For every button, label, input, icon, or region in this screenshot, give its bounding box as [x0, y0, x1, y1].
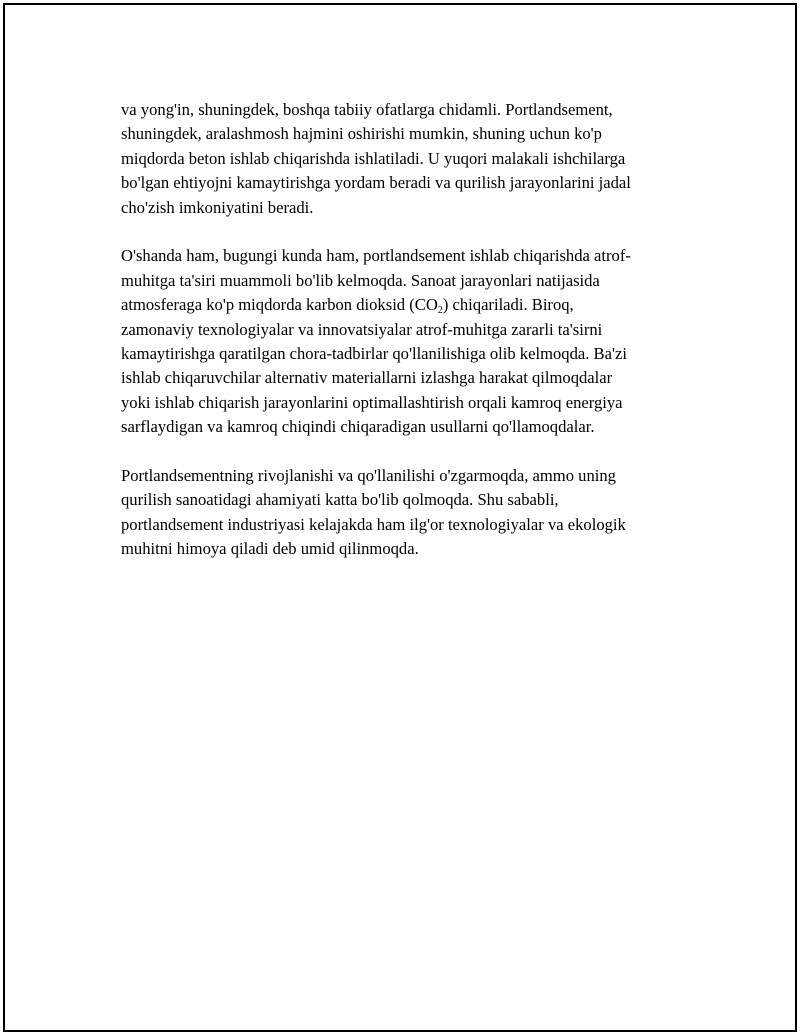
text-line: sarflaydigan va kamroq chiqindi chiqaradigan usullarni qo'llamoqdalar.: [121, 417, 595, 437]
text-line: bo'lgan ehtiyojni kamaytirishga yordam beradi va qurilish jarayonlarini jadal: [121, 173, 631, 193]
text-line-co2: [121, 293, 691, 317]
text-line: muhitni himoya qiladi deb umid qilinmoqda.: [121, 539, 419, 559]
text-line: va yong'in, shuningdek, boshqa tabiiy ofatlarga chidamli. Portlandsement,: [121, 100, 613, 119]
co2-line-after: ) chiqariladi. Biroq,: [442, 295, 574, 315]
paragraph-1: [121, 98, 691, 220]
text-line: portlandsement industriyasi kelajakda ham ilg'or texnologiyalar va ekologik: [121, 514, 626, 534]
text-line: Portlandsementning rivojlanishi va qo'llanilishi o'zgarmoqda, ammo uning: [121, 466, 616, 486]
page-frame: [3, 3, 797, 1032]
text-line: shuningdek, aralashmosh hajmini oshirishi mumkin, shuning uchun ko'p: [121, 124, 602, 144]
text-line: kamaytirishga qaratilgan chora-tadbirlar qo'llanilishiga olib kelmoqda. Ba'zi: [121, 344, 627, 364]
text-line: qurilish sanoatidagi ahamiyati katta bo'lib qolmoqda. Shu sababli,: [121, 490, 559, 510]
text-line: ishlab chiqaruvchilar alternativ materiallarni izlashga harakat qilmoqdalar: [121, 368, 613, 388]
text-line: yoki ishlab chiqarish jarayonlarini optimallashtirish orqali kamroq energiya: [121, 392, 623, 412]
text-line: cho'zish imkoniyatini beradi.: [121, 197, 314, 217]
co2-line-before: atmosferaga ko'p miqdorda karbon dioksid (CO: [121, 295, 438, 315]
document-body: [121, 98, 691, 586]
co2-subscript: 2: [437, 305, 443, 317]
text-line: miqdorda beton ishlab chiqarishda ishlatiladi. U yuqori malakali ishchilarga: [121, 148, 626, 168]
text-line: zamonaviy texnologiyalar va innovatsiyalar atrof-muhitga zararli ta'sirni: [121, 319, 603, 339]
text-line: muhitga ta'siri muammoli bo'lib kelmoqda. Sanoat jarayonlari natijasida: [121, 270, 600, 290]
text-line: O'shanda ham, bugungi kunda ham, portlandsement ishlab chiqarishda atrof-: [121, 246, 631, 266]
paragraph-3: [121, 464, 691, 562]
paragraph-2: [121, 244, 691, 439]
